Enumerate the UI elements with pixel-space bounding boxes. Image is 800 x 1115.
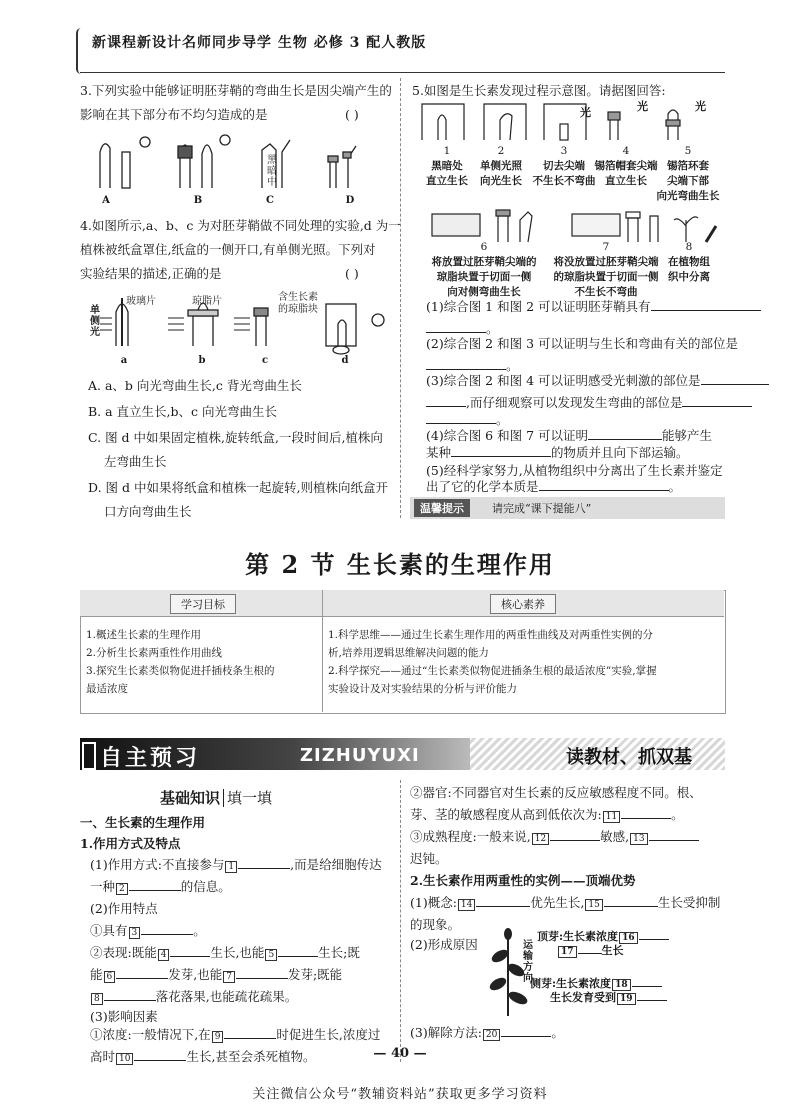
q3-label-c: C [266, 195, 274, 206]
q5-sub3-cont: ,而仔细观察可以发现发生弯曲的部位是 [426, 392, 752, 414]
r-line-6: (1)概念: 14 优先生长, 15 生长受抑制 [410, 892, 720, 914]
goals-divider [322, 590, 323, 712]
q5-intro: 5.如图是生长素发现过程示意图。请据图回答: [412, 83, 666, 98]
fill-line-5: ②表现:既能 4 生长,也能 5 生长;既 [90, 942, 360, 964]
q3-label-b: B [193, 195, 203, 206]
q4-label-b: b [198, 355, 206, 366]
tip-text[interactable]: 请完成“课下提能八” [492, 502, 592, 515]
q3-b-cap [178, 146, 192, 158]
q4-option-a: A. a、b 向光弯曲生长,c 背光弯曲生长 [88, 378, 302, 393]
q4-label-c: c [261, 355, 269, 366]
q3-label-d: D [345, 195, 355, 206]
q5-sub5-cont: 出了它的化学本质是 。 [426, 476, 681, 498]
q5-sub3-end: 。 [426, 409, 509, 431]
q5-fig3: 3 切去尖端 不生长不弯曲 [532, 145, 596, 187]
q5-sub5: (5)经科学家努力,从植物组织中分离出了生长素并鉴定 [426, 463, 723, 478]
r-line-3: ③成熟程度:一般来说, 12 敏感, 13 [410, 826, 699, 848]
r-line-8: (2)形成原因 [410, 937, 478, 952]
fill-line-2: 一种 2 的信息。 [90, 876, 231, 898]
banner-pinyin: ZIZHUYUXI [300, 745, 420, 766]
q5-sub1: (1)综合图 1 和图 2 可以证明胚芽鞘具有 [426, 296, 761, 318]
fill-line-7: 8 落花落果,也能疏花疏果。 [90, 986, 297, 1008]
transport-label: 运输方向 [523, 940, 533, 984]
q5-fig5: 5 锡箔环套 尖端下部 向光弯曲生长 [656, 145, 720, 202]
top-bud-line: 顶芽:生长素浓度 16 [537, 925, 669, 944]
q3-c-dark-text: 黑暗中 [267, 155, 277, 188]
q4-option-d-cont: 口方向弯曲生长 [104, 504, 192, 519]
header-bracket [76, 28, 81, 74]
banner-marker [82, 742, 96, 770]
column-divider [400, 78, 401, 518]
q5-light-2: 光 [580, 106, 591, 119]
fill-line-9: ①浓度:一般情况下,在 9 时促进生长,浓度过 [90, 1024, 380, 1046]
q3-answer-paren: ( ) [345, 107, 359, 122]
footer-note: 关注微信公众号“教辅资料站”获取更多学习资料 [252, 1087, 548, 1102]
learning-goals-tag: 学习目标 [170, 594, 236, 614]
header-rule [80, 72, 725, 73]
q5-light-4: 光 [637, 100, 648, 113]
fill-line-8: (3)影响因素 [90, 1009, 158, 1024]
fill-line-1: (1)作用方式:不直接参与 1 ,而是给细胞传达 [90, 854, 382, 876]
fill-line-6: 能 6 发芽,也能 7 发芽;既能 [90, 964, 342, 986]
q4-answer-paren: ( ) [345, 266, 359, 281]
q4-light-label: 单侧光 [90, 305, 100, 338]
q4-glass-label: 玻璃片 [126, 296, 156, 307]
q5-fig1: 1 黑暗处 直立生长 [426, 145, 468, 187]
q4-option-d: D. 图 d 中如果将纸盒和植株一起旋转,则植株向纸盒开 [88, 480, 388, 495]
r-line-7: 的现象。 [410, 917, 461, 932]
q5-fig6: 6 将放置过胚芽鞘尖端的 琼脂块置于切面一侧 向对侧弯曲生长 [431, 241, 537, 298]
core-literacy-tag: 核心素养 [490, 594, 556, 614]
q5-sub2: (2)综合图 2 和图 3 可以证明与生长和弯曲有关的部位是 [426, 336, 739, 351]
q3-line1: 3.下列实验中能够证明胚芽鞘的弯曲生长是因尖端产生的 [80, 83, 392, 98]
q3-a-coleoptile [100, 144, 110, 188]
q5-sub2-cont: 。 [426, 355, 519, 377]
q4-line3: 实验结果的描述,正确的是 [80, 266, 222, 281]
r-line-4: 迟钝。 [410, 851, 448, 866]
r-line-2: 芽、茎的敏感程度从高到低依次为: 11 。 [410, 804, 684, 826]
core-literacy-list: 1.科学思维——通过生长素生理作用的两重性曲线及对两重性实例的分 析,培养用逻辑思维解决问题的能力 2.科学探究——通过“生长素类似物促进插条生根的最适浓度”实验,掌握 实验设计及对实验结果的分析与评价能力 [328, 629, 657, 695]
q5-fig7: 7 将没放置过胚芽鞘尖端 的琼脂块置于切面一侧 不生长不弯曲 [553, 241, 659, 298]
q4-agar-label: 琼脂片 [192, 296, 222, 307]
r-line-1: ②器官:不同器官对生长素的反应敏感程度不同。根、 [410, 785, 702, 800]
basic-h2: 1.作用方式及特点 [80, 836, 181, 851]
q4-auxin-agar-label1: 含生长素 [278, 292, 318, 303]
q5-sub4: (4)综合图 6 和图 7 可以证明 能够产生 [426, 425, 712, 447]
q4-label-d: d [341, 355, 349, 366]
q4-line2: 植株被纸盒罩住,纸盒的一侧开口,有单侧光照。下列对 [80, 242, 376, 257]
q5-sub3: (3)综合图 2 和图 4 可以证明感受光刺激的部位是 [426, 370, 769, 392]
side-bud-line2: 生长发育受到 19 [550, 986, 667, 1005]
fill-line-4: ①具有 3 。 [90, 920, 206, 942]
q5-fig2: 2 单侧光照 向光生长 [480, 145, 522, 187]
q4-label-a: a [120, 355, 128, 366]
learning-goals-list: 1.概述生长素的生理作用 2.分析生长素两重性作用曲线 3.探究生长素类似物促进扦插枝条生根的 最适浓度 [86, 629, 275, 695]
section-title: 第 2 节 生长素的生理作用 [245, 550, 555, 579]
q5-fig8: 8 在植物组 织中分离 [668, 241, 710, 283]
banner-slogan: 读教材、抓双基 [566, 747, 692, 768]
column-divider-2 [400, 780, 401, 1062]
q3-a-sun [140, 137, 150, 147]
page-header: 新课程新设计名师同步导学 生物 必修 3 配人教版 [92, 35, 427, 51]
q5-sub1-cont: 。 [426, 318, 499, 340]
basic-title: 基础知识 填一填 [160, 789, 273, 807]
q5-fig4: 4 锡箔帽套尖端 直立生长 [594, 145, 658, 187]
fill-line-3: (2)作用特点 [90, 901, 158, 916]
banner-title: 自主预习 [100, 745, 201, 771]
q4-option-c: C. 图 d 中如果固定植株,旋转纸盒,一段时间后,植株向 [88, 430, 383, 445]
fill-line-10: 高时 10 生长,甚至会杀死植物。 [90, 1046, 315, 1068]
q5-light-5: 光 [695, 100, 706, 113]
r-line-5: 2.生长素作用两重性的实例——顶端优势 [410, 873, 636, 888]
q5-sub4-cont: 某种 的物质并且向下部运输。 [426, 442, 689, 464]
q4-auxin-agar-label2: 的琼脂块 [278, 304, 318, 315]
page-number: — 40 — [373, 1046, 427, 1061]
q3-line2: 影响在其下部分布不均匀造成的是 [80, 107, 268, 122]
q4-option-b: B. a 直立生长,b、c 向光弯曲生长 [88, 404, 278, 419]
q3-label-a: A [102, 195, 110, 206]
basic-h1: 一、生长素的生理作用 [80, 815, 206, 830]
q3-a-block [122, 152, 130, 188]
q5-figures-row1 [420, 102, 720, 142]
r-line-9: (3)解除方法: 20 。 [410, 1022, 564, 1044]
side-bud-line: 侧芽:生长素浓度 18 [530, 972, 662, 991]
q4-line1: 4.如图所示,a、b、c 为对胚芽鞘做不同处理的实验,d 为一 [80, 218, 401, 233]
tip-label: 温馨提示 [414, 499, 470, 517]
q4-option-c-cont: 左弯曲生长 [104, 454, 167, 469]
top-bud-line2: 17 生长 [557, 939, 624, 958]
